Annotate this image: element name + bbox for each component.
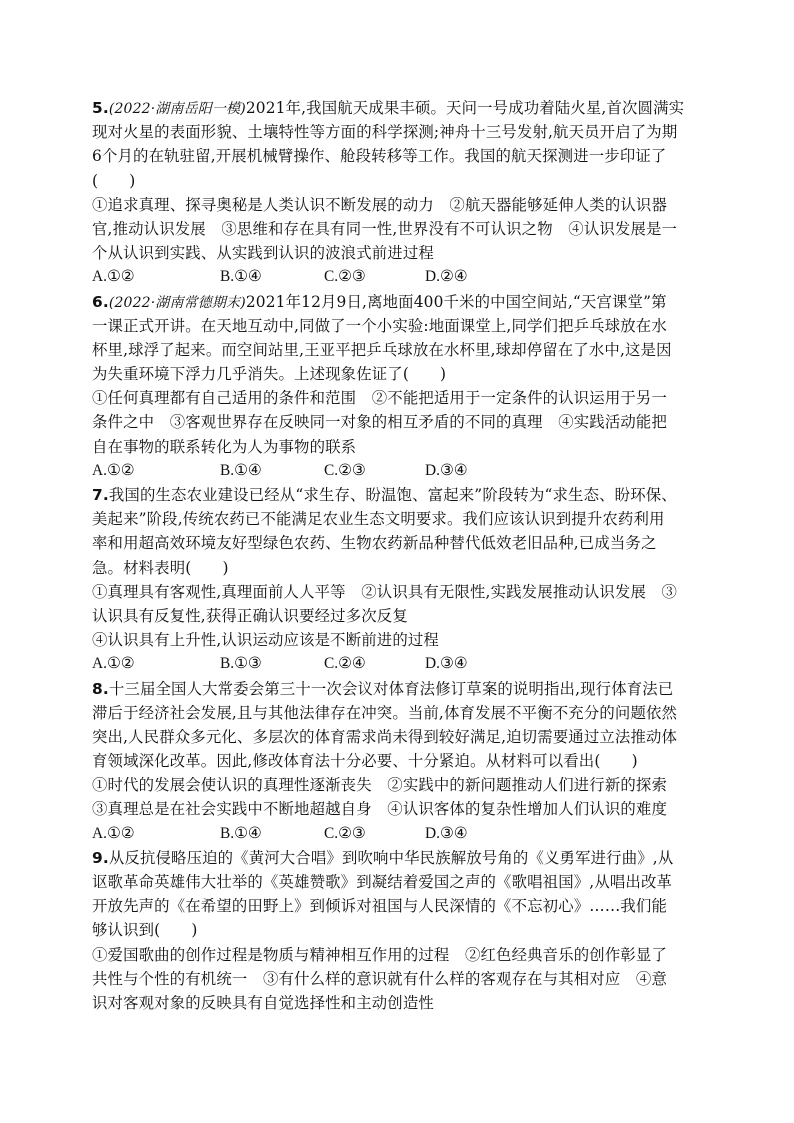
question-stem-line: 讴歌革命英雄伟大壮举的《英雄赞歌》到凝结着爱国之声的《歌唱祖国》,从唱出改革 <box>92 873 673 891</box>
question-stem-text: 十三届全国人大常委会第三十一次会议对体育法修订草案的说明指出,现行体育法已 <box>108 679 674 698</box>
choice-c: C.②③ <box>324 461 366 479</box>
question-page <box>92 96 702 1015</box>
choice-b: B.①④ <box>220 268 262 286</box>
question-stem-line: 美起来”阶段,传统农药已不能满足农业生态文明要求。我们应该认识到提升农药利用 <box>92 510 665 529</box>
question-stem-text: 从反抗侵略压迫的《黄河大合唱》到吹响中华民族解放号角的《义勇军进行曲》,从 <box>108 848 674 867</box>
question-stem-line: 开放先声的《在希望的田野上》到倾诉对祖国与人民深情的《不忘初心》……我们能 <box>92 897 668 916</box>
question-stem-line: 6.(2022·湖南常德期末)2021年12月9日,离地面400千米的中国空间站,“天宫课堂”第 <box>92 292 667 311</box>
answer-choices <box>92 265 702 289</box>
answer-choices <box>92 822 702 846</box>
question-6 <box>92 290 702 484</box>
choice-a: A.①② <box>92 824 135 842</box>
question-stem-line: 育领域深化改革。因此,修改体育法十分必要、十分紧迫。从材料可以看出( ) <box>92 752 638 771</box>
choice-c: C.②③ <box>324 824 366 842</box>
question-stem-line: 6个月的在轨驻留,开展机械臂操作、舱段转移等工作。我国的航天探测进一步印证了 <box>92 147 667 166</box>
option-line: ①爱国歌曲的创作过程是物质与精神相互作用的过程 ②红色经典音乐的创作彰显了 <box>92 945 668 964</box>
option-line: 自在事物的联系转化为人为事物的联系 <box>92 437 357 456</box>
option-line: ④认识具有上升性,认识运动应该是不断前进的过程 <box>92 631 439 650</box>
question-stem-line: 9.从反抗侵略压迫的《黄河大合唱》到吹响中华民族解放号角的《义勇军进行曲》,从 <box>92 848 674 867</box>
choice-a: A.①② <box>92 655 135 673</box>
question-stem-line: 5.(2022·湖南岳阳一模)2021年,我国航天成果丰硕。天问一号成功着陆火星,首次圆满实 <box>92 99 685 117</box>
option-line: 共性与个性的有机统一 ③有什么样的意识就有什么样的客观存在与其相对应 ④意 <box>92 969 668 988</box>
question-source: (2022·湖南常德期末) <box>108 294 246 311</box>
question-stem-text: 我国的生态农业建设已经从“求生存、盼温饱、富起来”阶段转为“求生态、盼环保、 <box>108 486 677 504</box>
question-7 <box>92 483 702 677</box>
choice-d: D.③④ <box>425 824 468 842</box>
option-line: 条件之中 ③客观世界存在反映同一对象的相互矛盾的不同的真理 ④实践活动能把 <box>92 413 668 432</box>
question-stem-line: 杯里,球浮了起来。而空间站里,王亚平把乒乓球放在水杯里,球却停留在了水中,这是因 <box>92 340 672 359</box>
choice-d: D.③④ <box>425 655 468 673</box>
choice-c: C.②④ <box>324 655 366 673</box>
question-source: (2022·湖南岳阳一模) <box>108 101 246 117</box>
answer-choices <box>92 459 702 483</box>
question-stem-line: 8.十三届全国人大常委会第三十一次会议对体育法修订草案的说明指出,现行体育法已 <box>92 679 674 698</box>
choice-b: B.①④ <box>220 824 262 842</box>
question-stem-line: 突出,人民群众多元化、多层次的体育需求尚未得到较好满足,迫切需要通过立法推动体 <box>92 727 678 746</box>
question-stem-text: 2021年12月9日,离地面400千米的中国空间站,“天宫课堂”第 <box>245 292 667 311</box>
choice-d: D.③④ <box>425 461 468 479</box>
option-line: ①真理具有客观性,真理面前人人平等 ②认识具有无限性,实践发展推动认识发展 ③ <box>92 582 678 601</box>
choice-d: D.②④ <box>425 268 468 286</box>
question-stem-text: 2021年,我国航天成果丰硕。天问一号成功着陆火星,首次圆满实 <box>245 99 685 117</box>
option-line: 官,推动认识发展 ③思维和存在具有同一性,世界没有不可认识之物 ④认识发展是一 <box>92 219 678 238</box>
option-line: ①任何真理都有自己适用的条件和范围 ②不能把适用于一定条件的认识运用于另一 <box>92 389 668 408</box>
option-line: 认识具有反复性,获得正确认识要经过多次反复 <box>92 606 408 625</box>
question-stem-line: 7.我国的生态农业建设已经从“求生存、盼温饱、富起来”阶段转为“求生态、盼环保、 <box>92 486 677 504</box>
option-line: 个从认识到实践、从实践到认识的波浪式前进过程 <box>92 244 434 263</box>
question-8 <box>92 677 702 846</box>
question-number: 5 <box>92 99 103 117</box>
option-line: ③真理总是在社会实践中不断地超越自身 ④认识客体的复杂性增加人们认识的难度 <box>92 800 668 819</box>
choice-b: B.①③ <box>220 655 262 673</box>
question-stem-line: 急。材料表明( ) <box>92 558 229 577</box>
option-line: ①时代的发展会使认识的真理性逐渐丧失 ②实践中的新问题推动人们进行新的探索 <box>92 776 668 795</box>
choice-c: C.②③ <box>324 268 366 286</box>
choice-b: B.①④ <box>220 461 262 479</box>
answer-blank: ( ) <box>92 171 136 190</box>
question-number: 6 <box>92 292 103 311</box>
question-stem-line: 够认识到( ) <box>92 921 198 940</box>
choice-a: A.①② <box>92 268 135 286</box>
option-line: ①追求真理、探寻奥秘是人类认识不断发展的动力 ②航天器能够延伸人类的认识器 <box>92 195 668 214</box>
answer-choices <box>92 652 702 676</box>
choice-a: A.①② <box>92 461 135 479</box>
option-line: 识对客观对象的反映具有自觉选择性和主动创造性 <box>92 993 434 1012</box>
question-stem-line: 率和用超高效环境友好型绿色农药、生物农药新品种替代低效老旧品种,已成当务之 <box>92 534 657 553</box>
question-number: 8 <box>92 679 103 698</box>
question-5 <box>92 96 702 290</box>
question-number: 9 <box>92 848 103 867</box>
question-stem-line: 滞后于经济社会发展,且与其他法律存在冲突。当前,体育发展不平衡不充分的问题依然 <box>92 703 678 722</box>
question-stem-line: 现对火星的表面形貌、土壤特性等方面的科学探测;神舟十三号发射,航天员开启了为期 <box>92 123 678 142</box>
question-stem-line: 为失重环境下浮力几乎消失。上述现象佐证了( ) <box>92 365 447 384</box>
question-number: 7 <box>92 486 103 504</box>
question-stem-line: 一课正式开讲。在天地互动中,同做了一个小实验:地面课堂上,同学们把乒乓球放在水 <box>92 316 667 335</box>
question-9 <box>92 846 702 1015</box>
